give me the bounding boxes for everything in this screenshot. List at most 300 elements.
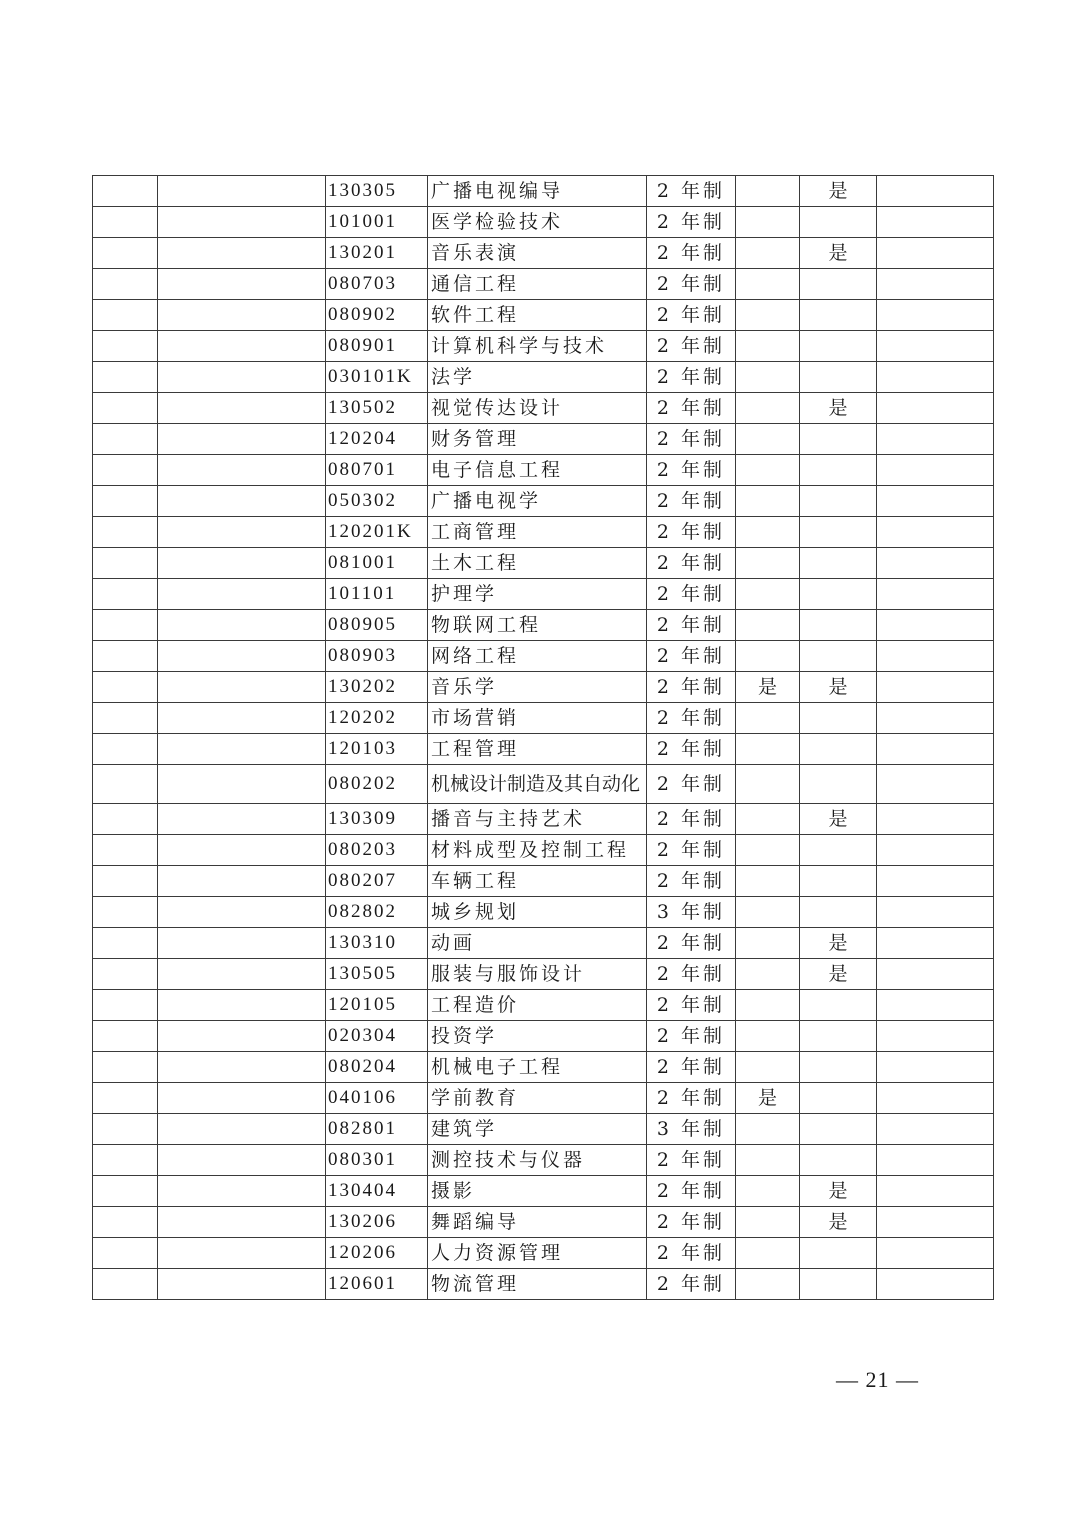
blank-cell-3 <box>877 207 994 238</box>
blank-cell-1 <box>93 1176 158 1207</box>
blank-cell-3 <box>877 548 994 579</box>
major-code-cell: 130309 <box>326 804 428 835</box>
blank-cell-3 <box>877 331 994 362</box>
table-row <box>93 1269 994 1300</box>
table-row <box>93 734 994 765</box>
blank-cell-1 <box>93 269 158 300</box>
major-name-cell: 服装与服饰设计 <box>428 959 647 990</box>
blank-cell-1 <box>93 486 158 517</box>
flag-a-cell <box>736 1207 800 1238</box>
blank-cell-1 <box>93 548 158 579</box>
table-row <box>93 1207 994 1238</box>
flag-a-cell <box>736 486 800 517</box>
flag-b-cell <box>800 703 877 734</box>
blank-cell-3 <box>877 804 994 835</box>
table-row <box>93 990 994 1021</box>
major-code-cell: 130201 <box>326 238 428 269</box>
blank-cell-2 <box>158 672 326 703</box>
major-code-cell: 120206 <box>326 1238 428 1269</box>
major-name-cell: 土木工程 <box>428 548 647 579</box>
table-row <box>93 641 994 672</box>
duration-cell: 2 年制 <box>647 1269 736 1300</box>
major-code-cell: 101001 <box>326 207 428 238</box>
blank-cell-3 <box>877 1238 994 1269</box>
major-name-cell: 音乐学 <box>428 672 647 703</box>
flag-a-cell <box>736 990 800 1021</box>
duration-cell: 2 年制 <box>647 517 736 548</box>
major-name-cell: 电子信息工程 <box>428 455 647 486</box>
major-name-cell: 学前教育 <box>428 1083 647 1114</box>
duration-cell: 2 年制 <box>647 1052 736 1083</box>
major-name-cell: 网络工程 <box>428 641 647 672</box>
blank-cell-2 <box>158 300 326 331</box>
blank-cell-3 <box>877 424 994 455</box>
flag-b-cell <box>800 765 877 804</box>
major-name-cell: 播音与主持艺术 <box>428 804 647 835</box>
flag-a-cell <box>736 517 800 548</box>
flag-b-cell <box>800 486 877 517</box>
blank-cell-1 <box>93 835 158 866</box>
blank-cell-3 <box>877 1207 994 1238</box>
flag-b-cell: 是 <box>800 1176 877 1207</box>
blank-cell-2 <box>158 897 326 928</box>
major-code-cell: 030101K <box>326 362 428 393</box>
flag-a-cell <box>736 897 800 928</box>
blank-cell-3 <box>877 610 994 641</box>
blank-cell-1 <box>93 866 158 897</box>
flag-a-cell <box>736 734 800 765</box>
major-code-cell: 120105 <box>326 990 428 1021</box>
blank-cell-3 <box>877 269 994 300</box>
blank-cell-1 <box>93 1145 158 1176</box>
flag-b-cell <box>800 1052 877 1083</box>
blank-cell-3 <box>877 1083 994 1114</box>
blank-cell-2 <box>158 455 326 486</box>
blank-cell-3 <box>877 928 994 959</box>
flag-b-cell <box>800 269 877 300</box>
duration-cell: 2 年制 <box>647 928 736 959</box>
flag-b-cell: 是 <box>800 238 877 269</box>
major-code-cell: 082801 <box>326 1114 428 1145</box>
major-code-cell: 120103 <box>326 734 428 765</box>
blank-cell-2 <box>158 1114 326 1145</box>
blank-cell-2 <box>158 238 326 269</box>
flag-a-cell <box>736 866 800 897</box>
flag-a-cell <box>736 269 800 300</box>
blank-cell-2 <box>158 804 326 835</box>
blank-cell-1 <box>93 1207 158 1238</box>
blank-cell-1 <box>93 1083 158 1114</box>
blank-cell-3 <box>877 959 994 990</box>
flag-a-cell <box>736 1269 800 1300</box>
table-row <box>93 548 994 579</box>
duration-cell: 2 年制 <box>647 866 736 897</box>
major-name-cell: 工商管理 <box>428 517 647 548</box>
major-code-cell: 080905 <box>326 610 428 641</box>
duration-cell: 2 年制 <box>647 207 736 238</box>
blank-cell-1 <box>93 610 158 641</box>
majors-table <box>92 175 994 1300</box>
flag-b-cell <box>800 1083 877 1114</box>
major-code-cell: 130310 <box>326 928 428 959</box>
duration-cell: 2 年制 <box>647 300 736 331</box>
duration-cell: 2 年制 <box>647 765 736 804</box>
major-code-cell: 130505 <box>326 959 428 990</box>
blank-cell-1 <box>93 1114 158 1145</box>
major-name-cell: 音乐表演 <box>428 238 647 269</box>
major-name-cell: 护理学 <box>428 579 647 610</box>
blank-cell-2 <box>158 1176 326 1207</box>
duration-cell: 2 年制 <box>647 990 736 1021</box>
flag-a-cell <box>736 928 800 959</box>
major-name-cell: 法学 <box>428 362 647 393</box>
flag-b-cell <box>800 1145 877 1176</box>
flag-a-cell <box>736 804 800 835</box>
duration-cell: 2 年制 <box>647 362 736 393</box>
table-row <box>93 455 994 486</box>
table-row <box>93 1238 994 1269</box>
flag-a-cell <box>736 1238 800 1269</box>
table-row <box>93 835 994 866</box>
blank-cell-3 <box>877 362 994 393</box>
table-row <box>93 238 994 269</box>
major-code-cell: 081001 <box>326 548 428 579</box>
duration-cell: 2 年制 <box>647 393 736 424</box>
major-name-cell: 软件工程 <box>428 300 647 331</box>
flag-a-cell <box>736 835 800 866</box>
blank-cell-1 <box>93 207 158 238</box>
blank-cell-3 <box>877 765 994 804</box>
flag-b-cell: 是 <box>800 928 877 959</box>
table-row <box>93 804 994 835</box>
flag-b-cell <box>800 548 877 579</box>
blank-cell-3 <box>877 734 994 765</box>
blank-cell-1 <box>93 393 158 424</box>
blank-cell-3 <box>877 1176 994 1207</box>
flag-b-cell <box>800 1269 877 1300</box>
major-name-cell: 车辆工程 <box>428 866 647 897</box>
blank-cell-3 <box>877 579 994 610</box>
table-row <box>93 1145 994 1176</box>
table-row <box>93 207 994 238</box>
blank-cell-1 <box>93 804 158 835</box>
major-name-cell: 计算机科学与技术 <box>428 331 647 362</box>
major-name-cell: 材料成型及控制工程 <box>428 835 647 866</box>
blank-cell-3 <box>877 176 994 207</box>
blank-cell-2 <box>158 1145 326 1176</box>
major-name-cell: 投资学 <box>428 1021 647 1052</box>
blank-cell-1 <box>93 455 158 486</box>
table-row <box>93 959 994 990</box>
table-row <box>93 176 994 207</box>
major-code-cell: 130305 <box>326 176 428 207</box>
blank-cell-1 <box>93 959 158 990</box>
blank-cell-2 <box>158 1052 326 1083</box>
major-code-cell: 080207 <box>326 866 428 897</box>
blank-cell-3 <box>877 455 994 486</box>
table-body <box>93 176 994 1300</box>
blank-cell-2 <box>158 959 326 990</box>
blank-cell-3 <box>877 866 994 897</box>
duration-cell: 2 年制 <box>647 579 736 610</box>
duration-cell: 3 年制 <box>647 897 736 928</box>
duration-cell: 2 年制 <box>647 703 736 734</box>
table-row <box>93 362 994 393</box>
blank-cell-2 <box>158 176 326 207</box>
duration-cell: 2 年制 <box>647 804 736 835</box>
table-row <box>93 331 994 362</box>
major-name-cell: 工程管理 <box>428 734 647 765</box>
major-name-cell: 动画 <box>428 928 647 959</box>
blank-cell-1 <box>93 331 158 362</box>
blank-cell-3 <box>877 486 994 517</box>
blank-cell-2 <box>158 362 326 393</box>
blank-cell-2 <box>158 331 326 362</box>
flag-b-cell <box>800 331 877 362</box>
blank-cell-1 <box>93 1238 158 1269</box>
flag-b-cell <box>800 835 877 866</box>
major-name-cell: 工程造价 <box>428 990 647 1021</box>
blank-cell-1 <box>93 641 158 672</box>
blank-cell-1 <box>93 517 158 548</box>
blank-cell-2 <box>158 1238 326 1269</box>
table-row <box>93 1114 994 1145</box>
major-name-cell: 建筑学 <box>428 1114 647 1145</box>
major-name-cell: 广播电视编导 <box>428 176 647 207</box>
duration-cell: 2 年制 <box>647 1083 736 1114</box>
blank-cell-3 <box>877 517 994 548</box>
duration-cell: 2 年制 <box>647 1021 736 1052</box>
blank-cell-3 <box>877 672 994 703</box>
flag-a-cell <box>736 610 800 641</box>
major-code-cell: 080903 <box>326 641 428 672</box>
table-row <box>93 765 994 804</box>
flag-b-cell: 是 <box>800 672 877 703</box>
flag-a-cell <box>736 331 800 362</box>
major-code-cell: 101101 <box>326 579 428 610</box>
table-row <box>93 928 994 959</box>
major-code-cell: 080701 <box>326 455 428 486</box>
blank-cell-2 <box>158 1021 326 1052</box>
page-number: — 21 — <box>836 1367 919 1392</box>
flag-b-cell: 是 <box>800 393 877 424</box>
table-row <box>93 579 994 610</box>
blank-cell-2 <box>158 1207 326 1238</box>
table-row <box>93 269 994 300</box>
major-code-cell: 130202 <box>326 672 428 703</box>
table-row <box>93 897 994 928</box>
duration-cell: 2 年制 <box>647 331 736 362</box>
flag-b-cell <box>800 455 877 486</box>
table-row <box>93 517 994 548</box>
major-code-cell: 120202 <box>326 703 428 734</box>
table-row <box>93 424 994 455</box>
blank-cell-1 <box>93 300 158 331</box>
major-code-cell: 080204 <box>326 1052 428 1083</box>
blank-cell-2 <box>158 548 326 579</box>
duration-cell: 2 年制 <box>647 176 736 207</box>
blank-cell-2 <box>158 1269 326 1300</box>
blank-cell-2 <box>158 928 326 959</box>
duration-cell: 2 年制 <box>647 641 736 672</box>
blank-cell-3 <box>877 1114 994 1145</box>
flag-b-cell: 是 <box>800 176 877 207</box>
blank-cell-1 <box>93 579 158 610</box>
major-name-cell: 测控技术与仪器 <box>428 1145 647 1176</box>
major-code-cell: 120204 <box>326 424 428 455</box>
blank-cell-2 <box>158 424 326 455</box>
flag-a-cell <box>736 207 800 238</box>
duration-cell: 2 年制 <box>647 610 736 641</box>
flag-a-cell: 是 <box>736 672 800 703</box>
major-name-cell: 医学检验技术 <box>428 207 647 238</box>
blank-cell-3 <box>877 1269 994 1300</box>
blank-cell-1 <box>93 238 158 269</box>
flag-a-cell <box>736 300 800 331</box>
duration-cell: 3 年制 <box>647 1114 736 1145</box>
flag-b-cell <box>800 641 877 672</box>
flag-a-cell <box>736 579 800 610</box>
blank-cell-2 <box>158 703 326 734</box>
table-row <box>93 393 994 424</box>
duration-cell: 2 年制 <box>647 424 736 455</box>
flag-b-cell <box>800 734 877 765</box>
blank-cell-2 <box>158 1083 326 1114</box>
duration-cell: 2 年制 <box>647 835 736 866</box>
major-name-cell: 人力资源管理 <box>428 1238 647 1269</box>
blank-cell-1 <box>93 990 158 1021</box>
major-name-cell: 舞蹈编导 <box>428 1207 647 1238</box>
major-code-cell: 050302 <box>326 486 428 517</box>
blank-cell-2 <box>158 207 326 238</box>
duration-cell: 2 年制 <box>647 1238 736 1269</box>
duration-cell: 2 年制 <box>647 455 736 486</box>
blank-cell-2 <box>158 579 326 610</box>
duration-cell: 2 年制 <box>647 1176 736 1207</box>
blank-cell-1 <box>93 672 158 703</box>
flag-a-cell <box>736 548 800 579</box>
blank-cell-1 <box>93 928 158 959</box>
table-row <box>93 672 994 703</box>
duration-cell: 2 年制 <box>647 1145 736 1176</box>
table-row <box>93 1052 994 1083</box>
blank-cell-3 <box>877 703 994 734</box>
duration-cell: 2 年制 <box>647 672 736 703</box>
table-row <box>93 1083 994 1114</box>
flag-a-cell <box>736 424 800 455</box>
blank-cell-1 <box>93 734 158 765</box>
major-code-cell: 080703 <box>326 269 428 300</box>
flag-a-cell <box>736 641 800 672</box>
blank-cell-2 <box>158 517 326 548</box>
major-name-cell: 机械电子工程 <box>428 1052 647 1083</box>
blank-cell-2 <box>158 486 326 517</box>
blank-cell-2 <box>158 835 326 866</box>
blank-cell-2 <box>158 269 326 300</box>
blank-cell-3 <box>877 1021 994 1052</box>
flag-a-cell <box>736 1021 800 1052</box>
blank-cell-1 <box>93 1269 158 1300</box>
major-name-cell: 物流管理 <box>428 1269 647 1300</box>
major-code-cell: 080901 <box>326 331 428 362</box>
major-name-cell: 物联网工程 <box>428 610 647 641</box>
major-code-cell: 040106 <box>326 1083 428 1114</box>
table-row <box>93 1021 994 1052</box>
flag-a-cell <box>736 393 800 424</box>
major-code-cell: 130502 <box>326 393 428 424</box>
duration-cell: 2 年制 <box>647 486 736 517</box>
flag-b-cell <box>800 424 877 455</box>
blank-cell-2 <box>158 393 326 424</box>
flag-a-cell <box>736 176 800 207</box>
table-row <box>93 1176 994 1207</box>
major-name-cell: 视觉传达设计 <box>428 393 647 424</box>
major-code-cell: 082802 <box>326 897 428 928</box>
flag-a-cell <box>736 765 800 804</box>
flag-b-cell: 是 <box>800 1207 877 1238</box>
blank-cell-1 <box>93 362 158 393</box>
flag-b-cell <box>800 300 877 331</box>
blank-cell-3 <box>877 1145 994 1176</box>
blank-cell-3 <box>877 1052 994 1083</box>
flag-b-cell: 是 <box>800 804 877 835</box>
flag-b-cell <box>800 990 877 1021</box>
blank-cell-2 <box>158 610 326 641</box>
flag-b-cell <box>800 1021 877 1052</box>
flag-a-cell <box>736 1114 800 1145</box>
table-row <box>93 610 994 641</box>
flag-b-cell <box>800 610 877 641</box>
blank-cell-2 <box>158 641 326 672</box>
blank-cell-2 <box>158 866 326 897</box>
blank-cell-3 <box>877 300 994 331</box>
blank-cell-3 <box>877 990 994 1021</box>
blank-cell-1 <box>93 424 158 455</box>
major-name-cell: 机械设计制造及其自动化 <box>428 765 647 804</box>
major-name-cell: 市场营销 <box>428 703 647 734</box>
major-code-cell: 120201K <box>326 517 428 548</box>
blank-cell-3 <box>877 897 994 928</box>
table-row <box>93 300 994 331</box>
flag-b-cell: 是 <box>800 959 877 990</box>
major-code-cell: 130404 <box>326 1176 428 1207</box>
flag-a-cell <box>736 238 800 269</box>
table-row <box>93 866 994 897</box>
blank-cell-3 <box>877 393 994 424</box>
flag-b-cell <box>800 1238 877 1269</box>
major-name-cell: 广播电视学 <box>428 486 647 517</box>
major-code-cell: 080203 <box>326 835 428 866</box>
major-name-cell: 通信工程 <box>428 269 647 300</box>
major-name-cell: 城乡规划 <box>428 897 647 928</box>
major-code-cell: 080301 <box>326 1145 428 1176</box>
flag-a-cell <box>736 1145 800 1176</box>
flag-a-cell <box>736 959 800 990</box>
flag-a-cell <box>736 455 800 486</box>
flag-a-cell <box>736 703 800 734</box>
blank-cell-3 <box>877 238 994 269</box>
blank-cell-2 <box>158 734 326 765</box>
major-code-cell: 130206 <box>326 1207 428 1238</box>
major-name-cell: 财务管理 <box>428 424 647 455</box>
blank-cell-1 <box>93 1021 158 1052</box>
major-code-cell: 080902 <box>326 300 428 331</box>
blank-cell-1 <box>93 1052 158 1083</box>
blank-cell-1 <box>93 703 158 734</box>
flag-b-cell <box>800 897 877 928</box>
duration-cell: 2 年制 <box>647 959 736 990</box>
flag-a-cell <box>736 1052 800 1083</box>
